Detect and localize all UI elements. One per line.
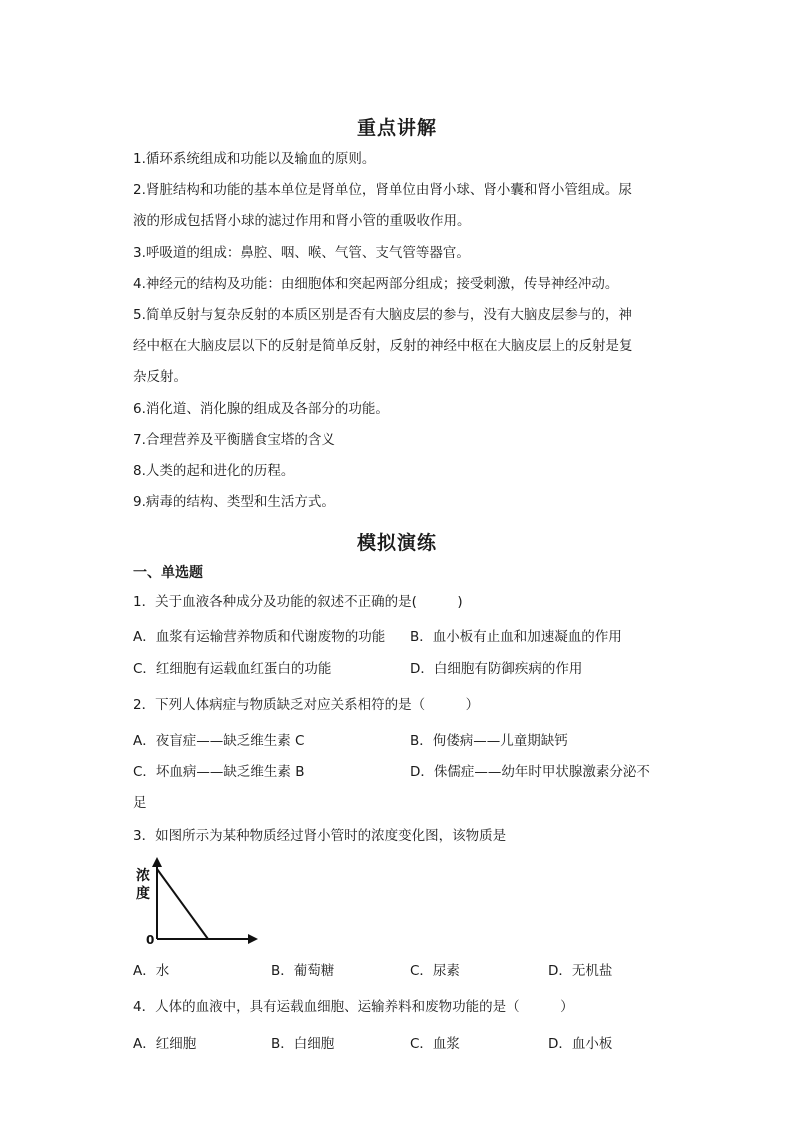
option-a[interactable]: A．夜盲症——缺乏维生素 C	[133, 733, 305, 749]
key-point-line: 杂反射。	[133, 369, 187, 385]
y-axis-label-char-2: 度	[136, 886, 150, 902]
question-stem: 1．关于血液各种成分及功能的叙述不正确的是( )	[133, 594, 463, 610]
key-points-heading: 重点讲解	[356, 117, 437, 139]
concentration-line	[157, 869, 208, 939]
option-d[interactable]: D．侏儒症——幼年时甲状腺激素分泌不	[410, 764, 650, 780]
key-point-line: 4.神经元的结构及功能：由细胞体和突起两部分组成；接受刺激，传导神经冲动。	[133, 276, 619, 292]
option-d[interactable]: D．无机盐	[548, 963, 613, 979]
question-stem: 4．人体的血液中，具有运载血细胞、运输养料和废物功能的是（ ）	[133, 999, 574, 1015]
concentration-chart	[130, 855, 265, 955]
option-b[interactable]: B．血小板有止血和加速凝血的作用	[410, 629, 622, 645]
key-point-line: 8.人类的起和进化的历程。	[133, 463, 295, 479]
option-a[interactable]: A．水	[133, 963, 170, 979]
section-title: 一、单选题	[133, 565, 203, 581]
key-point-line: 1.循环系统组成和功能以及输血的原则。	[133, 151, 376, 167]
practice-heading: 模拟演练	[356, 532, 437, 554]
key-point-line: 2.肾脏结构和功能的基本单位是肾单位，肾单位由肾小球、肾小囊和肾小管组成。尿	[133, 182, 632, 198]
key-point-line: 5.简单反射与复杂反射的本质区别是否有大脑皮层的参与，没有大脑皮层参与的，神	[133, 307, 632, 323]
option-c[interactable]: C．坏血病——缺乏维生素 B	[133, 764, 305, 780]
option-c[interactable]: C．血浆	[410, 1036, 460, 1052]
key-point-line: 经中枢在大脑皮层以下的反射是简单反射，反射的神经中枢在大脑皮层上的反射是复	[133, 338, 633, 354]
option-d-continuation: 足	[133, 795, 147, 811]
question-stem: 3．如图所示为某种物质经过肾小管时的浓度变化图，该物质是	[133, 828, 507, 844]
key-point-line: 6.消化道、消化腺的组成及各部分的功能。	[133, 401, 389, 417]
option-b[interactable]: B．葡萄糖	[271, 963, 335, 979]
y-axis-arrow	[152, 857, 162, 867]
option-d[interactable]: D．血小板	[548, 1036, 613, 1052]
key-point-line: 9.病毒的结构、类型和生活方式。	[133, 494, 335, 510]
x-axis-arrow	[248, 934, 258, 944]
option-c[interactable]: C．尿素	[410, 963, 460, 979]
option-b[interactable]: B．佝偻病——儿童期缺钙	[410, 733, 568, 749]
option-a[interactable]: A．血浆有运输营养物质和代谢废物的功能	[133, 629, 386, 645]
question-stem: 2．下列人体病症与物质缺乏对应关系相符的是（ ）	[133, 697, 480, 713]
key-point-line: 3.呼吸道的组成：鼻腔、咽、喉、气管、支气管等器官。	[133, 245, 470, 261]
option-a[interactable]: A．红细胞	[133, 1036, 197, 1052]
y-axis-label-char-1: 浓	[136, 868, 150, 884]
origin-label: 0	[146, 933, 155, 947]
option-d[interactable]: D．白细胞有防御疾病的作用	[410, 661, 583, 677]
key-point-line: 7.合理营养及平衡膳食宝塔的含义	[133, 432, 335, 448]
key-point-line: 液的形成包括肾小球的滤过作用和肾小管的重吸收作用。	[133, 213, 471, 229]
option-c[interactable]: C．红细胞有运载血红蛋白的功能	[133, 661, 332, 677]
option-b[interactable]: B．白细胞	[271, 1036, 335, 1052]
